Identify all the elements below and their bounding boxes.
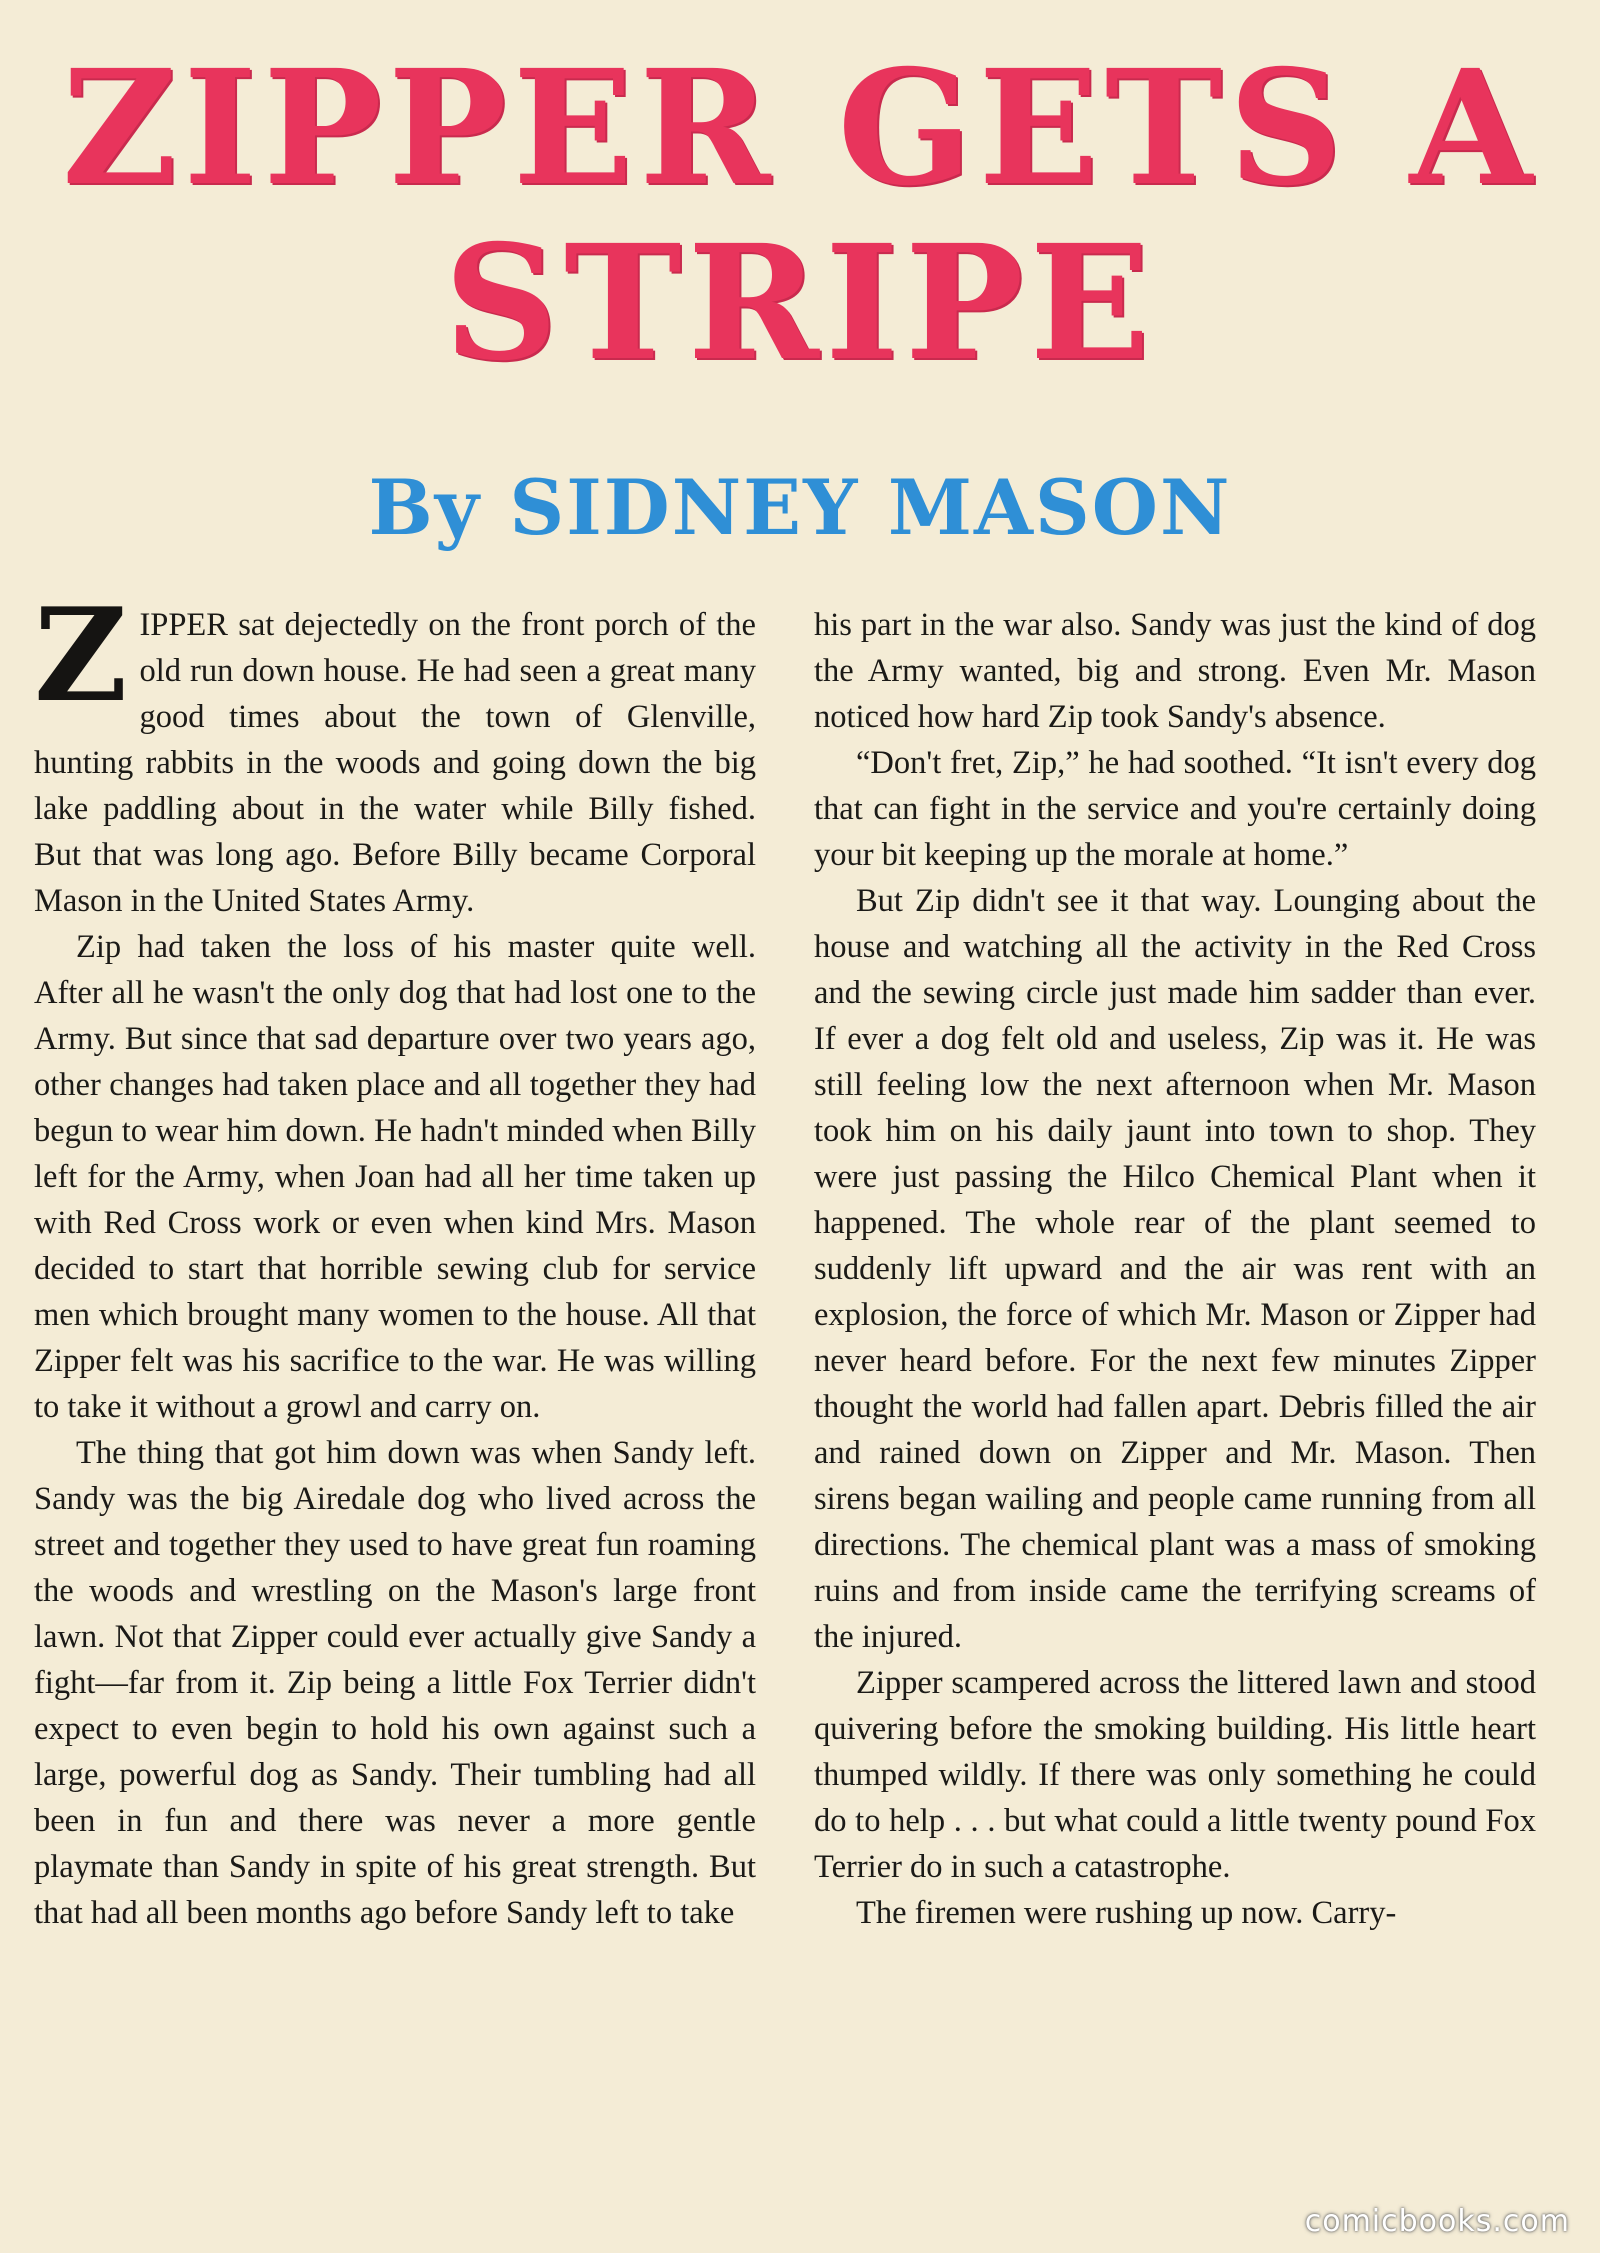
paragraph: But Zip didn't see it that way. Lounging about the house and watching all the activity in the Red Cross and the sewing circle just made him sadder than ever. If ever a dog felt old and useless, Zip was it. He was still feeling low the next afternoon when Mr. Mason took him on his daily jaunt into town to shop. They were just passing the Hilco Chemical Plant when it happened. The whole rear of the plant seemed to suddenly lift upward and the air was rent with an explosion, the force of which Mr. Mason or Zipper had never heard before. For the next few minutes Zipper thought the world had fallen apart. Debris filled the air and rained down on Zipper and Mr. Mason. Then sirens began wailing and people came running from all directions. The chemical plant was a mass of smoking ruins and from inside came the terrifying screams of the injured. (814, 883, 1536, 1655)
author-byline: By SIDNEY MASON (368, 463, 1232, 552)
story-title-line-1: ZIPPER GETS A (61, 36, 1539, 221)
paragraph: his part in the war also. Sandy was just the kind of dog the Army wanted, big and strong. Even Mr. Mason noticed how hard Zip took Sandy's absence. (814, 607, 1536, 735)
left-column (34, 581, 756, 1936)
site-watermark: comicbooks.com (1304, 2204, 1570, 2239)
paragraph (34, 581, 756, 924)
paragraph: The firemen were rushing up now. Carry- (856, 1895, 1397, 1931)
paragraph: Zipper scampered across the littered lawn and stood quivering before the smoking building. His little heart thumped wildly. If there was only something he could do to help . . . but what could a little twenty pound Fox Terrier do in such a catastrophe. (814, 1665, 1536, 1885)
drop-cap: Z (34, 581, 128, 731)
paragraph: “Don't fret, Zip,” he had soothed. “It isn't every dog that can fight in the service and you're certainly doing your bit keeping up the morale at home.” (814, 745, 1536, 873)
story-title-line-2: STRIPE (443, 211, 1157, 396)
paragraph: The thing that got him down was when Sandy left. Sandy was the big Airedale dog who lived across the street and together they used to have great fun roaming the woods and wrestling on the Mason's large front lawn. Not that Zipper could ever actually give Sandy a fight—far from it. Zip being a little Fox Terrier didn't expect to even begin to hold his own against such a large, powerful dog as Sandy. Their tumbling had all been in fun and there was never a more gentle playmate than Sandy in spite of his great strength. But that had all been months ago before Sandy left to take (34, 1435, 756, 1931)
right-column (814, 602, 1536, 1936)
paragraph-text: IPPER sat dejectedly on the front porch of the old run down house. He had seen a great many good times about the town of Glenville, hunting rabbits in the woods and going down the big lake paddling about in the water while Billy fished. But that was long ago. Before Billy became Corporal Mason in the United States Army. (34, 607, 756, 919)
paragraph: Zip had taken the loss of his master quite well. After all he wasn't the only dog that had lost one to the Army. But since that sad departure over two years ago, other changes had taken place and all together they had begun to wear him down. He hadn't minded when Billy left for the Army, when Joan had all her time taken up with Red Cross work or even when kind Mrs. Mason decided to start that horrible sewing club for service men which brought many women to the house. All that Zipper felt was his sacrifice to the war. He was willing to take it without a growl and carry on. (34, 929, 756, 1425)
